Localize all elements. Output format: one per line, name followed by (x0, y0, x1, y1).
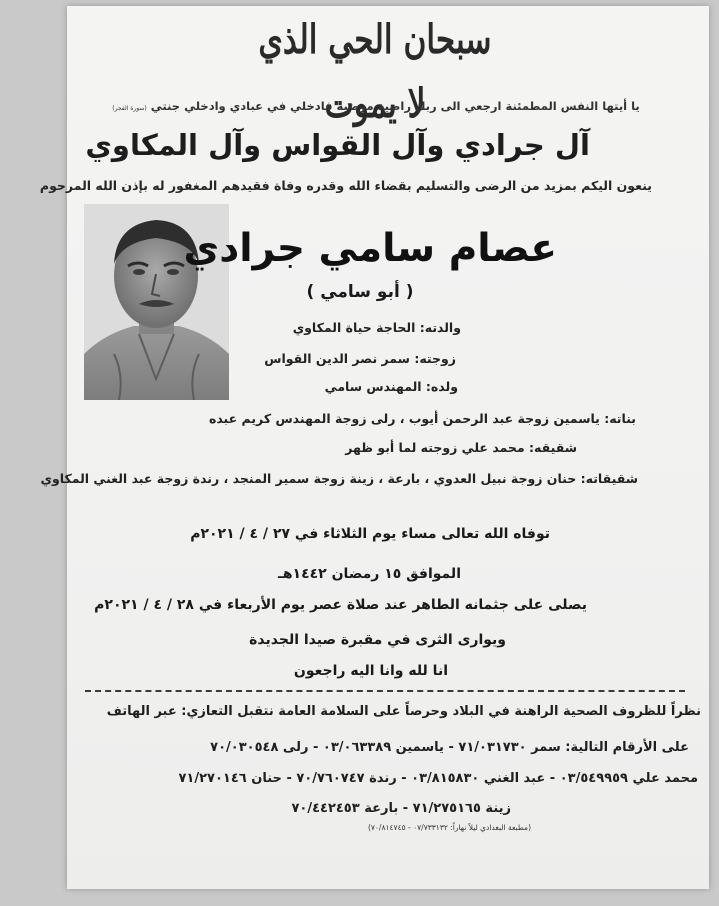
condolence-notice-line2: على الأرقام التالية: سمر ٧١/٠٣١٧٣٠ - ياسمين ٠٣/٠٦٣٣٨٩ - رلى ٧٠/٠٣٠٥٤٨ (210, 740, 689, 755)
deceased-nickname: ( أبو سامي ) (306, 282, 414, 302)
funeral-prayer-line: يصلى على جثمانه الطاهر عند صلاة عصر يوم الأربعاء في ٢٨ / ٤ / ٢٠٢١م (94, 597, 587, 613)
closing-verse: انا لله وانا اليه راجعون (293, 663, 448, 679)
condolence-notice-line4: زينة ٧١/٢٧٥١٦٥ - بارعة ٧٠/٤٤٢٤٥٣ (291, 801, 511, 816)
families-title: آل جرادي وآل القواس وآل المكاوي (85, 128, 590, 162)
relative-brother: شقيقه: محمد علي زوجته لما أبو ظهر (345, 440, 577, 455)
relative-mother: والدته: الحاجة حياة المكاوي (292, 320, 461, 335)
verse-reference: (سورة الفجر) (112, 105, 147, 112)
relative-wife: زوجته: سمر نصر الدين القواس (264, 351, 456, 366)
quran-verse (106, 99, 646, 113)
header-calligraphy: سبحان الحي الذي لا يموت (258, 16, 492, 127)
death-date-line: توفاه الله تعالى مساء يوم الثلاثاء في ٢٧ / ٤ / ٢٠٢١م (190, 526, 550, 542)
dashed-divider (85, 690, 685, 692)
relative-daughters: بناته: ياسمين زوجة عبد الرحمن أيوب ، رلى زوجة المهندس كريم عبده (208, 411, 636, 426)
condolence-notice-line1: نظراً للظروف الصحية الراهنة في البلاد وحرصاً على السلامة العامة نتقبل التعازي: عبر الهاتف (106, 704, 701, 719)
hijri-date-line: الموافق ١٥ رمضان ١٤٤٢هـ (278, 566, 461, 582)
printer-credit: (مطبعة البغدادي ليلاً نهاراً: ٠٧/٧٣٣١٣٢ - ٧٠/٨١٤٧٤٥) (367, 823, 531, 832)
announcement-text: ينعون اليكم بمزيد من الرضى والتسليم بقضاء الله وقدره وفاة فقيدهم المغفور له بإذن الله المرحوم (39, 178, 652, 193)
condolence-notice-line3: محمد علي ٠٣/٥٤٩٩٥٩ - عبد الغني ٠٣/٨١٥٨٣٠ - رندة ٧٠/٧٦٠٧٤٧ - حنان ٧١/٢٧٠١٤٦ (178, 771, 698, 786)
relative-sisters: شقيقاته: حنان زوجة نبيل العدوي ، بارعة ، زينة زوجة سمير المنجد ، رندة زوجة عبد الغني المكاوي (40, 471, 638, 486)
deceased-name: عصام سامي جرادي (183, 226, 557, 271)
quran-verse-text: يا أيتها النفس المطمئنة ارجعي الى ربك راضية مرضية فادخلي في عبادي وادخلي جنتي (150, 99, 640, 113)
relative-son: ولده: المهندس سامي (324, 379, 458, 394)
burial-line: ويوارى الثرى في مقبرة صيدا الجديدة (249, 632, 506, 648)
